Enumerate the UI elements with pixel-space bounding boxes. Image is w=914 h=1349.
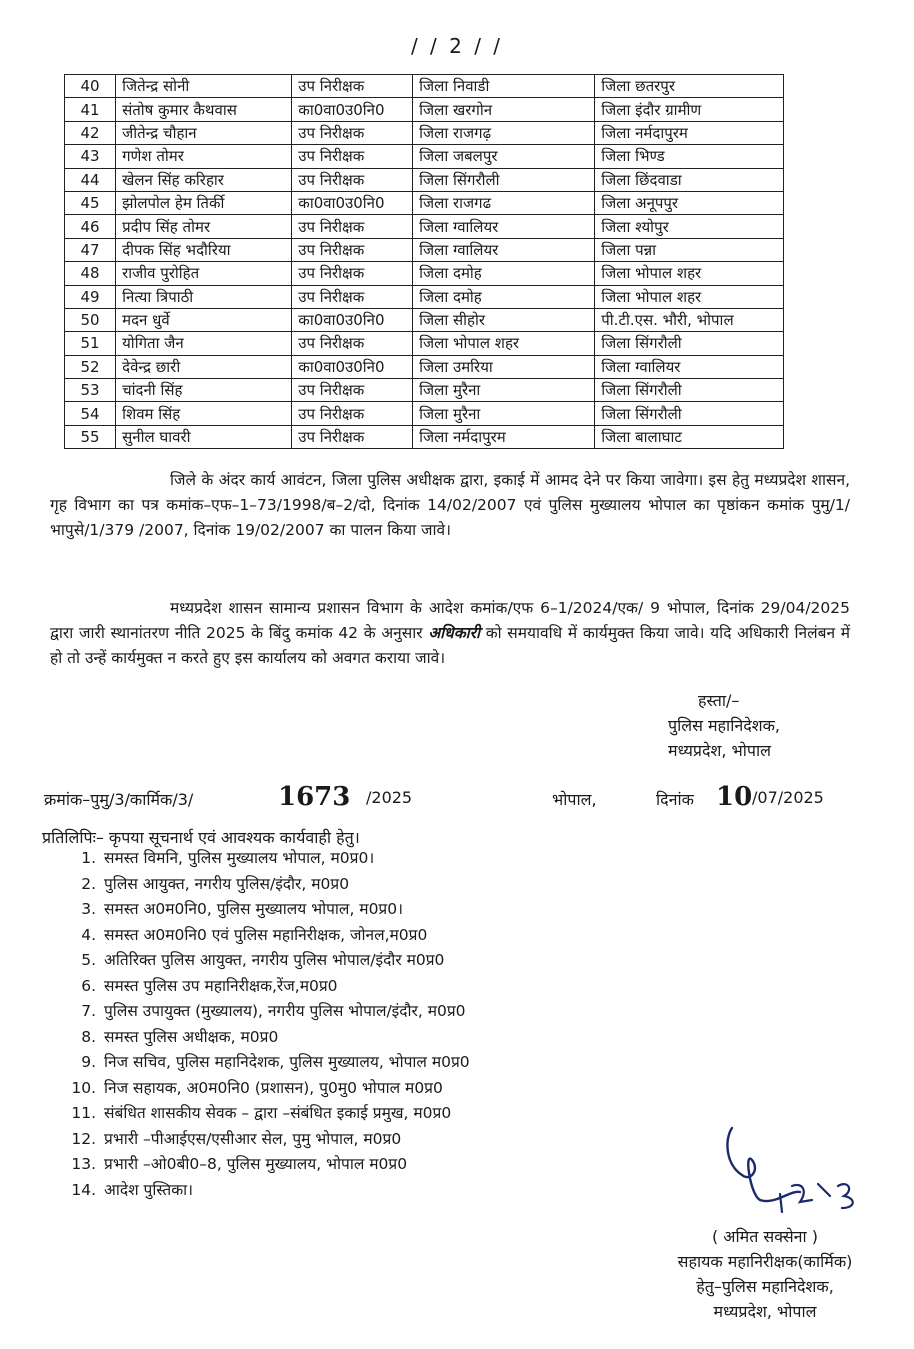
posted-to-cell: जिला भोपाल शहर xyxy=(595,262,784,285)
order-day: 10 xyxy=(716,782,753,812)
rank-cell: उप निरीक्षक xyxy=(292,75,413,98)
order-year: /2025 xyxy=(366,788,413,807)
paragraph-relieving xyxy=(50,596,850,671)
list-item-text: पुलिस आयुक्त, नगरीय पुलिस/इंदौर, म0प्र0 xyxy=(104,874,350,893)
signed-mark: हस्ता/– xyxy=(698,691,740,710)
posted-from-cell: जिला ग्वालियर xyxy=(413,215,595,238)
table-row xyxy=(65,238,784,261)
posted-from-cell: जिला नर्मदापुरम xyxy=(413,425,595,448)
officer-name-cell: देवेन्द्र छारी xyxy=(116,355,292,378)
list-item-text: समस्त पुलिस उप महानिरीक्षक,रेंज,म0प्र0 xyxy=(104,976,338,995)
officer-name-cell: झोलपोल हेम तिर्की xyxy=(116,191,292,214)
list-item-number: 12. xyxy=(71,1129,96,1148)
transfer-table xyxy=(64,74,784,449)
list-item xyxy=(62,948,470,974)
table-row xyxy=(65,262,784,285)
table-row xyxy=(65,98,784,121)
list-item-text: निज सचिव, पुलिस महानिदेशक, पुलिस मुख्यालय, भोपाल म0प्र0 xyxy=(104,1053,470,1071)
serial-number-cell: 45 xyxy=(65,191,116,214)
posted-from-cell: जिला दमोह xyxy=(413,262,595,285)
officer-name-cell: दीपक सिंह भदौरिया xyxy=(116,238,292,261)
posted-from-cell: जिला सिंगरौली xyxy=(413,168,595,191)
serial-number-cell: 52 xyxy=(65,355,116,378)
rank-cell: उप निरीक्षक xyxy=(292,379,413,402)
officer-name-cell: सुनील घावरी xyxy=(116,425,292,448)
posted-from-cell: जिला उमरिया xyxy=(413,355,595,378)
table-row xyxy=(65,285,784,308)
list-item-number: 7. xyxy=(81,1002,96,1020)
list-item-number: 4. xyxy=(81,925,96,944)
table-row xyxy=(65,215,784,238)
page-number: / / 2 / / xyxy=(410,34,504,58)
copy-to-title: प्रतिलिपिः– कृपया सूचनार्थ एवं आवश्यक कार्यवाही हेतु। xyxy=(42,828,360,847)
posted-to-cell: जिला छिंदवाडा xyxy=(595,168,784,191)
posted-from-cell: जिला मुरैना xyxy=(413,402,595,425)
rank-cell: उप निरीक्षक xyxy=(292,121,413,144)
list-item-text: समस्त विमनि, पुलिस मुख्यालय भोपाल, म0प्र0। xyxy=(104,849,375,867)
posted-to-cell: जिला सिंगरौली xyxy=(595,332,784,355)
list-item-text: समस्त पुलिस अधीक्षक, म0प्र0 xyxy=(104,1027,279,1046)
serial-number-cell: 44 xyxy=(65,168,116,191)
posted-to-cell: जिला भोपाल शहर xyxy=(595,285,784,308)
list-item-number: 6. xyxy=(81,976,96,995)
serial-number-cell: 41 xyxy=(65,98,116,121)
list-item-number: 9. xyxy=(81,1053,96,1071)
officer-name-cell: राजीव पुरोहित xyxy=(116,262,292,285)
posted-from-cell: जिला सीहोर xyxy=(413,308,595,331)
table-row xyxy=(65,308,784,331)
rank-cell: उप निरीक्षक xyxy=(292,145,413,168)
officer-name-cell: शिवम सिंह xyxy=(116,402,292,425)
serial-number-cell: 43 xyxy=(65,145,116,168)
list-item xyxy=(62,1101,470,1127)
serial-number-cell: 48 xyxy=(65,262,116,285)
handwritten-signature xyxy=(720,1120,890,1220)
serial-number-cell: 46 xyxy=(65,215,116,238)
serial-number-cell: 47 xyxy=(65,238,116,261)
rank-cell: का0वा0उ0नि0 xyxy=(292,98,413,121)
table-row xyxy=(65,145,784,168)
posted-from-cell: जिला राजगढ़ xyxy=(413,121,595,144)
emphasis-officer: अधिकारी xyxy=(428,624,480,642)
list-item xyxy=(62,1152,470,1178)
copy-to-list xyxy=(62,846,470,1203)
list-item-number: 8. xyxy=(81,1027,96,1046)
table-row xyxy=(65,75,784,98)
officer-name-cell: खेलन सिंह करिहार xyxy=(116,168,292,191)
list-item xyxy=(62,846,470,872)
posted-to-cell: जिला भिण्ड xyxy=(595,145,784,168)
list-item-text: समस्त अ0म0नि0 एवं पुलिस महानिरीक्षक, जोनल,म0प्र0 xyxy=(104,925,428,944)
aig-designation: सहायक महानिरीक्षक(कार्मिक) xyxy=(677,1252,853,1271)
list-item xyxy=(62,1127,470,1153)
rank-cell: उप निरीक्षक xyxy=(292,238,413,261)
table-row xyxy=(65,425,784,448)
list-item xyxy=(62,999,470,1025)
list-item-number: 1. xyxy=(81,849,96,867)
rank-cell: उप निरीक्षक xyxy=(292,332,413,355)
posted-to-cell: जिला पन्ना xyxy=(595,238,784,261)
list-item-number: 11. xyxy=(71,1104,96,1122)
posted-from-cell: जिला राजगढ xyxy=(413,191,595,214)
list-item xyxy=(62,897,470,923)
aig-signatory xyxy=(650,1224,880,1324)
list-item-text: पुलिस उपायुक्त (मुख्यालय), नगरीय पुलिस भोपाल/इंदौर, म0प्र0 xyxy=(104,1002,466,1020)
list-item-number: 5. xyxy=(81,951,96,969)
list-item xyxy=(62,872,470,898)
table-row xyxy=(65,379,784,402)
officer-name-cell: जितेन्द्र सोनी xyxy=(116,75,292,98)
dgp-signatory xyxy=(668,688,780,763)
order-place: भोपाल, xyxy=(552,790,597,809)
aig-place: मध्यप्रदेश, भोपाल xyxy=(713,1302,817,1321)
posted-from-cell: जिला खरगोन xyxy=(413,98,595,121)
serial-number-cell: 50 xyxy=(65,308,116,331)
list-item xyxy=(62,1025,470,1051)
rank-cell: का0वा0उ0नि0 xyxy=(292,355,413,378)
table-row xyxy=(65,355,784,378)
posted-to-cell: जिला बालाघाट xyxy=(595,425,784,448)
list-item-number: 10. xyxy=(71,1078,96,1097)
order-prefix: क्रमांक–पुमु/3/कार्मिक/3/ xyxy=(44,790,194,809)
order-reference-line xyxy=(44,782,844,816)
posted-from-cell: जिला निवाडी xyxy=(413,75,595,98)
officer-name-cell: मदन धुर्वे xyxy=(116,308,292,331)
order-date-label: दिनांक xyxy=(656,790,694,809)
rank-cell: का0वा0उ0नि0 xyxy=(292,308,413,331)
table-row xyxy=(65,168,784,191)
paragraph-allocation-text: जिले के अंदर कार्य आवंटन, जिला पुलिस अधीक्षक द्वारा, इकाई में आमद देने पर किया जावेगा। इस हेतु मध्यप्रदेश शासन, गृह विभाग का पत्र कमांक–एफ–1–73/1998/ब–2/दो, दिनांक 14/02/2007 एवं पुलिस मुख्यालय भोपाल का पृष्ठांकन कमांक पुमु/1/भापुसे/1/379 /2007, दिनांक 19/02/2007 का पालन किया जावे। xyxy=(50,471,850,539)
posted-from-cell: जिला भोपाल शहर xyxy=(413,332,595,355)
table-row xyxy=(65,402,784,425)
list-item-text: निज सहायक, अ0म0नि0 (प्रशासन), पु0मु0 भोपाल म0प्र0 xyxy=(104,1078,443,1097)
dgp-designation: पुलिस महानिदेशक, xyxy=(668,716,780,735)
table-row xyxy=(65,121,784,144)
list-item xyxy=(62,923,470,949)
list-item-number: 14. xyxy=(71,1180,96,1199)
paragraph-allocation xyxy=(50,468,850,543)
posted-to-cell: जिला ग्वालियर xyxy=(595,355,784,378)
list-item-number: 3. xyxy=(81,900,96,918)
serial-number-cell: 53 xyxy=(65,379,116,402)
list-item-text: अतिरिक्त पुलिस आयुक्त, नगरीय पुलिस भोपाल/इंदौर म0प्र0 xyxy=(104,951,445,969)
officer-name-cell: नित्या त्रिपाठी xyxy=(116,285,292,308)
posted-to-cell: जिला श्योपुर xyxy=(595,215,784,238)
order-number: 1673 xyxy=(278,782,351,812)
order-date: /07/2025 xyxy=(752,788,824,807)
list-item xyxy=(62,1178,470,1204)
serial-number-cell: 49 xyxy=(65,285,116,308)
serial-number-cell: 40 xyxy=(65,75,116,98)
aig-name: ( अमित सक्सेना ) xyxy=(711,1227,819,1246)
officer-name-cell: गणेश तोमर xyxy=(116,145,292,168)
rank-cell: उप निरीक्षक xyxy=(292,425,413,448)
paragraph-relieving-text-end: को समयावधि में कार्यमुक्त किया जावे। यदि अधिकारी निलंबन में हो तो उन्हें कार्यमुक्त न करते हुए इस कार्यालय को अवगत कराया जावे। xyxy=(50,624,851,667)
rank-cell: उप निरीक्षक xyxy=(292,168,413,191)
officer-name-cell: संतोष कुमार कैथवास xyxy=(116,98,292,121)
posted-from-cell: जिला मुरैना xyxy=(413,379,595,402)
officer-name-cell: जीतेन्द्र चौहान xyxy=(116,121,292,144)
serial-number-cell: 54 xyxy=(65,402,116,425)
posted-to-cell: जिला छतरपुर xyxy=(595,75,784,98)
posted-to-cell: जिला सिंगरौली xyxy=(595,379,784,402)
aig-on-behalf: हेतु–पुलिस महानिदेशक, xyxy=(696,1277,834,1296)
list-item-text: प्रभारी –पीआईएस/एसीआर सेल, पुमु भोपाल, म0प्र0 xyxy=(104,1129,402,1148)
rank-cell: उप निरीक्षक xyxy=(292,285,413,308)
dgp-place: मध्यप्रदेश, भोपाल xyxy=(668,741,771,760)
officer-name-cell: प्रदीप सिंह तोमर xyxy=(116,215,292,238)
rank-cell: उप निरीक्षक xyxy=(292,215,413,238)
posted-to-cell: पी.टी.एस. भौरी, भोपाल xyxy=(595,308,784,331)
posted-to-cell: जिला नर्मदापुरम xyxy=(595,121,784,144)
serial-number-cell: 55 xyxy=(65,425,116,448)
posted-from-cell: जिला जबलपुर xyxy=(413,145,595,168)
officer-name-cell: योगिता जैन xyxy=(116,332,292,355)
list-item-text: समस्त अ0म0नि0, पुलिस मुख्यालय भोपाल, म0प्र0। xyxy=(104,900,403,918)
list-item xyxy=(62,1076,470,1102)
serial-number-cell: 42 xyxy=(65,121,116,144)
list-item xyxy=(62,974,470,1000)
posted-from-cell: जिला दमोह xyxy=(413,285,595,308)
posted-to-cell: जिला सिंगरौली xyxy=(595,402,784,425)
list-item-text: प्रभारी –ओ0बी0–8, पुलिस मुख्यालय, भोपाल म0प्र0 xyxy=(104,1155,408,1173)
posted-to-cell: जिला अनूपपुर xyxy=(595,191,784,214)
list-item-text: संबंधित शासकीय सेवक – द्वारा –संबंधित इकाई प्रमुख, म0प्र0 xyxy=(104,1104,452,1122)
rank-cell: उप निरीक्षक xyxy=(292,402,413,425)
officer-name-cell: चांदनी सिंह xyxy=(116,379,292,402)
list-item-number: 13. xyxy=(71,1155,96,1173)
posted-to-cell: जिला इंदौर ग्रामीण xyxy=(595,98,784,121)
table-row xyxy=(65,191,784,214)
list-item-text: आदेश पुस्तिका। xyxy=(104,1180,194,1199)
rank-cell: का0वा0उ0नि0 xyxy=(292,191,413,214)
list-item-number: 2. xyxy=(81,874,96,893)
posted-from-cell: जिला ग्वालियर xyxy=(413,238,595,261)
table-row xyxy=(65,332,784,355)
serial-number-cell: 51 xyxy=(65,332,116,355)
paragraph-relieving-text: मध्यप्रदेश शासन सामान्य प्रशासन विभाग के आदेश कमांक/एफ 6–1/2024/एक/ 9 भोपाल, दिनांक 29/04/2025 द्वारा जारी स्थानांतरण नीति 2025 के बिंदु कमांक 42 के अनुसार xyxy=(50,599,850,642)
list-item xyxy=(62,1050,470,1076)
rank-cell: उप निरीक्षक xyxy=(292,262,413,285)
